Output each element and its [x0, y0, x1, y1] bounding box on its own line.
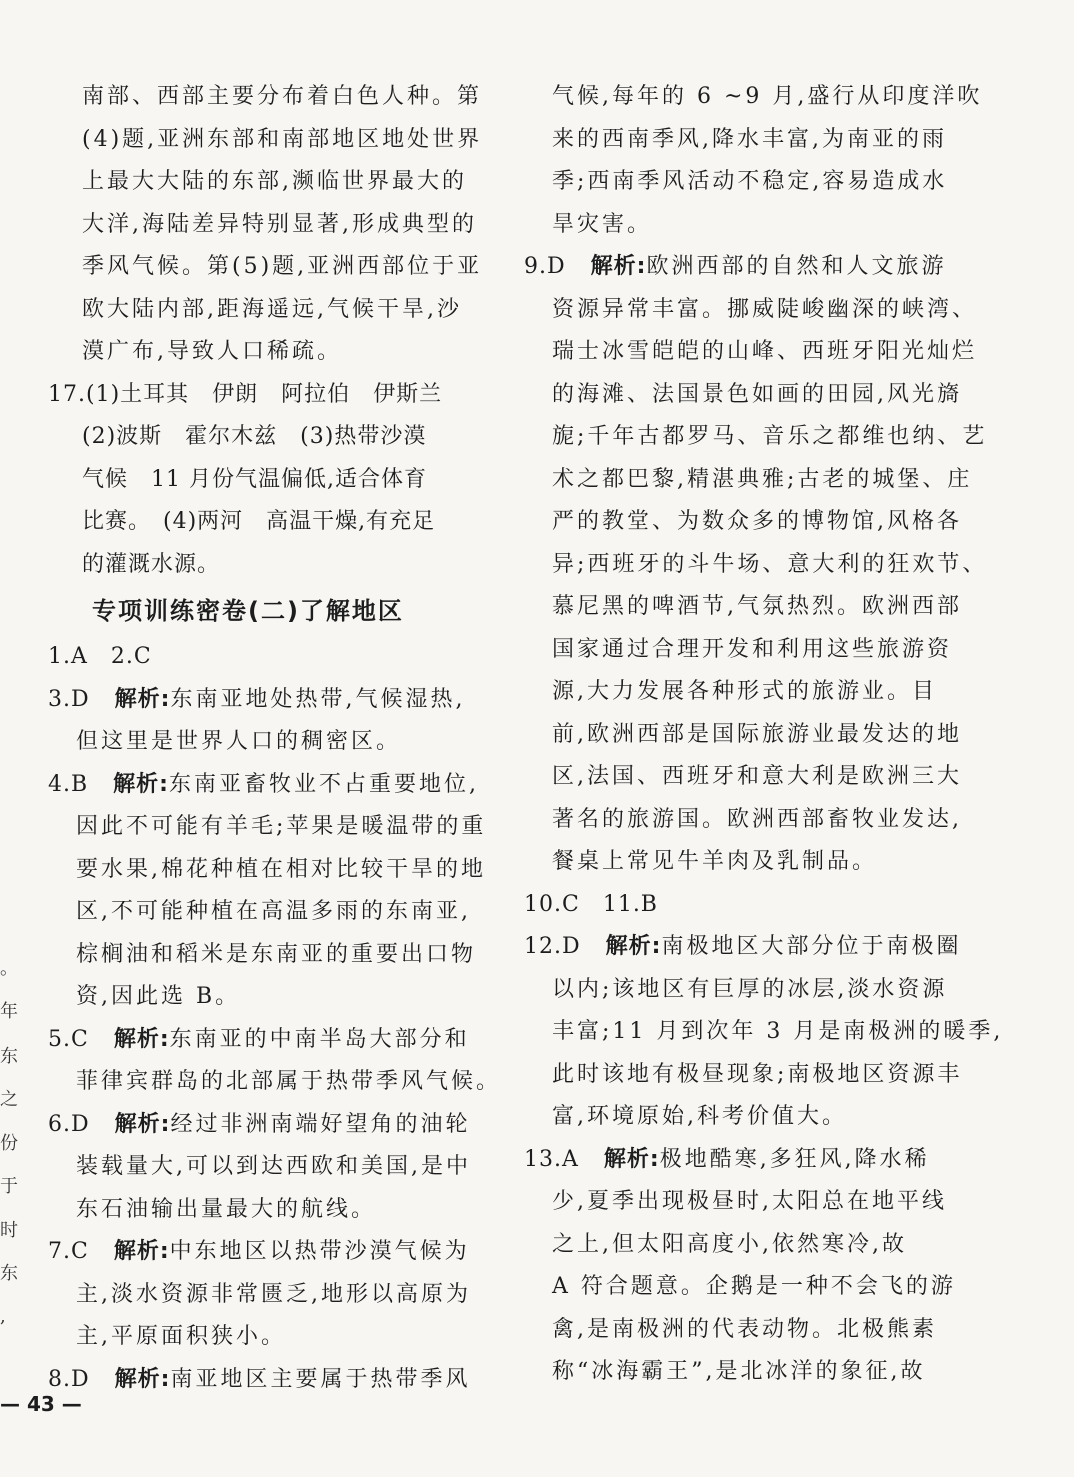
text-line: 但这里是世界人口的稠密区。	[76, 729, 402, 754]
margin-fragment: 东	[0, 1263, 18, 1284]
text-line: 东石油输出量最大的航线。	[76, 1196, 377, 1222]
text-line: 季风气候。第(5)题,亚洲西部位于亚	[82, 254, 483, 279]
text-line: 大洋,海陆差异特别显著,形成典型的	[82, 211, 477, 237]
analysis-text: 东南亚的中南半岛大部分和	[169, 1026, 470, 1052]
analysis-label: 解析:	[590, 254, 647, 279]
answer-item	[48, 1019, 494, 1062]
text-line: 少,夏季出现极昼时,太阳总在地平线	[552, 1189, 947, 1214]
text-line: 季;西南季风活动不稳定,容易造成水	[552, 169, 948, 194]
text-line: 区,法国、西班牙和意大利是欧洲三大	[552, 764, 962, 789]
text-line: 前,欧洲西部是国际旅游业最发达的地	[552, 721, 962, 747]
left-column	[48, 76, 502, 1401]
text-line: 菲律宾群岛的北部属于热带季风气候。	[76, 1069, 502, 1094]
text-line: 资,因此选 B。	[76, 984, 241, 1009]
text-line: (4)题,亚洲东部和南部地区地处世界	[82, 126, 483, 152]
answer-item	[48, 1104, 494, 1147]
text-line: 称“冰海霸王”,是北冰洋的象征,故	[552, 1359, 926, 1384]
analysis-text: 经过非洲南端好望角的油轮	[170, 1111, 471, 1137]
text-line: 要水果,棉花种植在相对比较干旱的地	[76, 856, 486, 882]
text-line: 源,大力发展各种形式的旅游业。目	[552, 679, 937, 704]
analysis-label: 解析:	[113, 1026, 170, 1052]
text-line: 以内;该地区有巨厚的冰层,淡水资源	[552, 976, 948, 1002]
analysis-text: 东南亚地处热带,气候湿热,	[170, 686, 466, 712]
page-number: — 43 —	[0, 1392, 82, 1416]
answer-number: 4.B	[48, 771, 89, 797]
text-line: 富,环境原始,科考价值大。	[552, 1104, 847, 1129]
answer-item	[48, 679, 494, 722]
text-line: 丰富;11 月到次年 3 月是南极洲的暖季,	[552, 1019, 1004, 1044]
left-margin-fragments	[0, 60, 18, 1390]
margin-fragment: 时	[0, 1220, 18, 1241]
analysis-label: 解析:	[605, 934, 662, 959]
answer-item	[48, 764, 494, 807]
analysis-text: 南极地区大部分位于南极圈	[661, 934, 962, 959]
analysis-label: 解析:	[113, 1239, 170, 1264]
text-line: 的灌溉水源。	[82, 551, 221, 577]
text-line: (2)波斯 霍尔木兹 (3)热带沙漠	[82, 424, 427, 449]
answer-number: 12.D	[524, 934, 581, 959]
answer-number: 7.C	[48, 1239, 89, 1264]
text-line: 棕榈油和稻米是东南亚的重要出口物	[76, 941, 477, 967]
margin-fragment: ,	[0, 1306, 6, 1327]
text-line: 气候 11 月份气温偏低,适合体育	[82, 466, 427, 492]
text-line: 比赛。 (4)两河 高温干燥,有充足	[82, 509, 436, 534]
analysis-label: 解析:	[603, 1146, 660, 1172]
answer-item	[524, 926, 970, 969]
text-line: 瑞士冰雪皑皑的山峰、西班牙阳光灿烂	[552, 339, 978, 364]
text-line: 的海滩、法国景色如画的田园,风光旖	[552, 381, 962, 407]
text-line: 装载量大,可以到达西欧和美国,是中	[76, 1154, 471, 1179]
margin-fragment: 份	[0, 1133, 18, 1154]
text-line: 因此不可能有羊毛;苹果是暖温带的重	[76, 814, 487, 839]
answer-number: 13.A	[524, 1146, 579, 1172]
text-line: 主,平原面积狭小。	[76, 1324, 286, 1349]
answer-number: 3.D	[48, 686, 90, 712]
answer-item	[48, 1231, 494, 1274]
answer-number: 8.D	[48, 1366, 90, 1392]
analysis-text: 欧洲西部的自然和人文旅游	[646, 254, 947, 279]
analysis-text: 极地酷寒,多狂风,降水稀	[659, 1146, 930, 1172]
text-line: 旎;千年古都罗马、音乐之都维也纳、艺	[552, 424, 988, 449]
text-line: 区,不可能种植在高温多雨的东南亚,	[76, 899, 471, 924]
analysis-text: 中东地区以热带沙漠气候为	[169, 1239, 470, 1264]
margin-fragment: 于	[0, 1176, 18, 1197]
text-line: 欧大陆内部,距海遥远,气候干旱,沙	[82, 296, 462, 322]
text-line: A 符合题意。企鹅是一种不会飞的游	[552, 1274, 956, 1299]
text-line: 此时该地有极昼现象;南极地区资源丰	[552, 1061, 963, 1087]
text-line: 气候,每年的 6 ~9 月,盛行从印度洋吹	[552, 84, 983, 109]
text-line: 著名的旅游国。欧洲西部畜牧业发达,	[552, 806, 962, 832]
text-line: 慕尼黑的啤酒节,气氛热烈。欧洲西部	[552, 594, 962, 619]
analysis-text: 南亚地区主要属于热带季风	[170, 1366, 471, 1392]
text-line: 上最大大陆的东部,濒临世界最大的	[82, 169, 467, 194]
text-line: 禽,是南极洲的代表动物。北极熊素	[552, 1316, 937, 1342]
margin-fragment: 年	[0, 1001, 18, 1022]
text-line: 来的西南季风,降水丰富,为南亚的雨	[552, 126, 947, 152]
analysis-text: 东南亚畜牧业不占重要地位,	[168, 771, 479, 797]
text-line: 严的教堂、为数众多的博物馆,风格各	[552, 509, 962, 534]
analysis-label: 解析:	[114, 1111, 171, 1137]
text-line: 术之都巴黎,精湛典雅;古老的城堡、庄	[552, 466, 973, 492]
answer-number: 9.D	[524, 254, 566, 279]
margin-fragment: 之	[0, 1089, 18, 1110]
text-line: 主,淡水资源非常匮乏,地形以高原为	[76, 1281, 471, 1307]
section-title: 专项训练密卷(二)了解地区	[92, 597, 404, 625]
right-column	[524, 76, 1004, 1394]
text-line: 17.(1)土耳其 伊朗 阿拉伯 伊斯兰	[48, 381, 443, 407]
answer-item	[524, 246, 970, 289]
text-line: 餐桌上常见牛羊肉及乳制品。	[552, 849, 878, 874]
text-line: 资源异常丰富。挪威陡峻幽深的峡湾、	[552, 296, 978, 322]
text-line: 国家通过合理开发和利用这些旅游资	[552, 636, 953, 662]
text-line: 1.A 2.C	[48, 644, 152, 669]
answer-number: 5.C	[48, 1026, 89, 1052]
analysis-label: 解析:	[113, 771, 169, 797]
analysis-label: 解析:	[114, 686, 171, 712]
answer-item	[524, 1139, 970, 1182]
text-line: 南部、西部主要分布着白色人种。第	[82, 84, 483, 109]
text-line: 之上,但太阳高度小,依然寒冷,故	[552, 1231, 907, 1257]
margin-fragment: 东	[0, 1046, 18, 1067]
text-line: 异;西班牙的斗牛场、意大利的狂欢节、	[552, 551, 988, 577]
margin-fragment: 。	[0, 958, 18, 979]
text-line: 漠广布,导致人口稀疏。	[82, 339, 342, 364]
answer-item	[48, 1359, 494, 1402]
text-line: 10.C 11.B	[524, 891, 658, 917]
answer-number: 6.D	[48, 1111, 90, 1137]
analysis-label: 解析:	[114, 1366, 171, 1392]
text-line: 旱灾害。	[552, 211, 653, 237]
